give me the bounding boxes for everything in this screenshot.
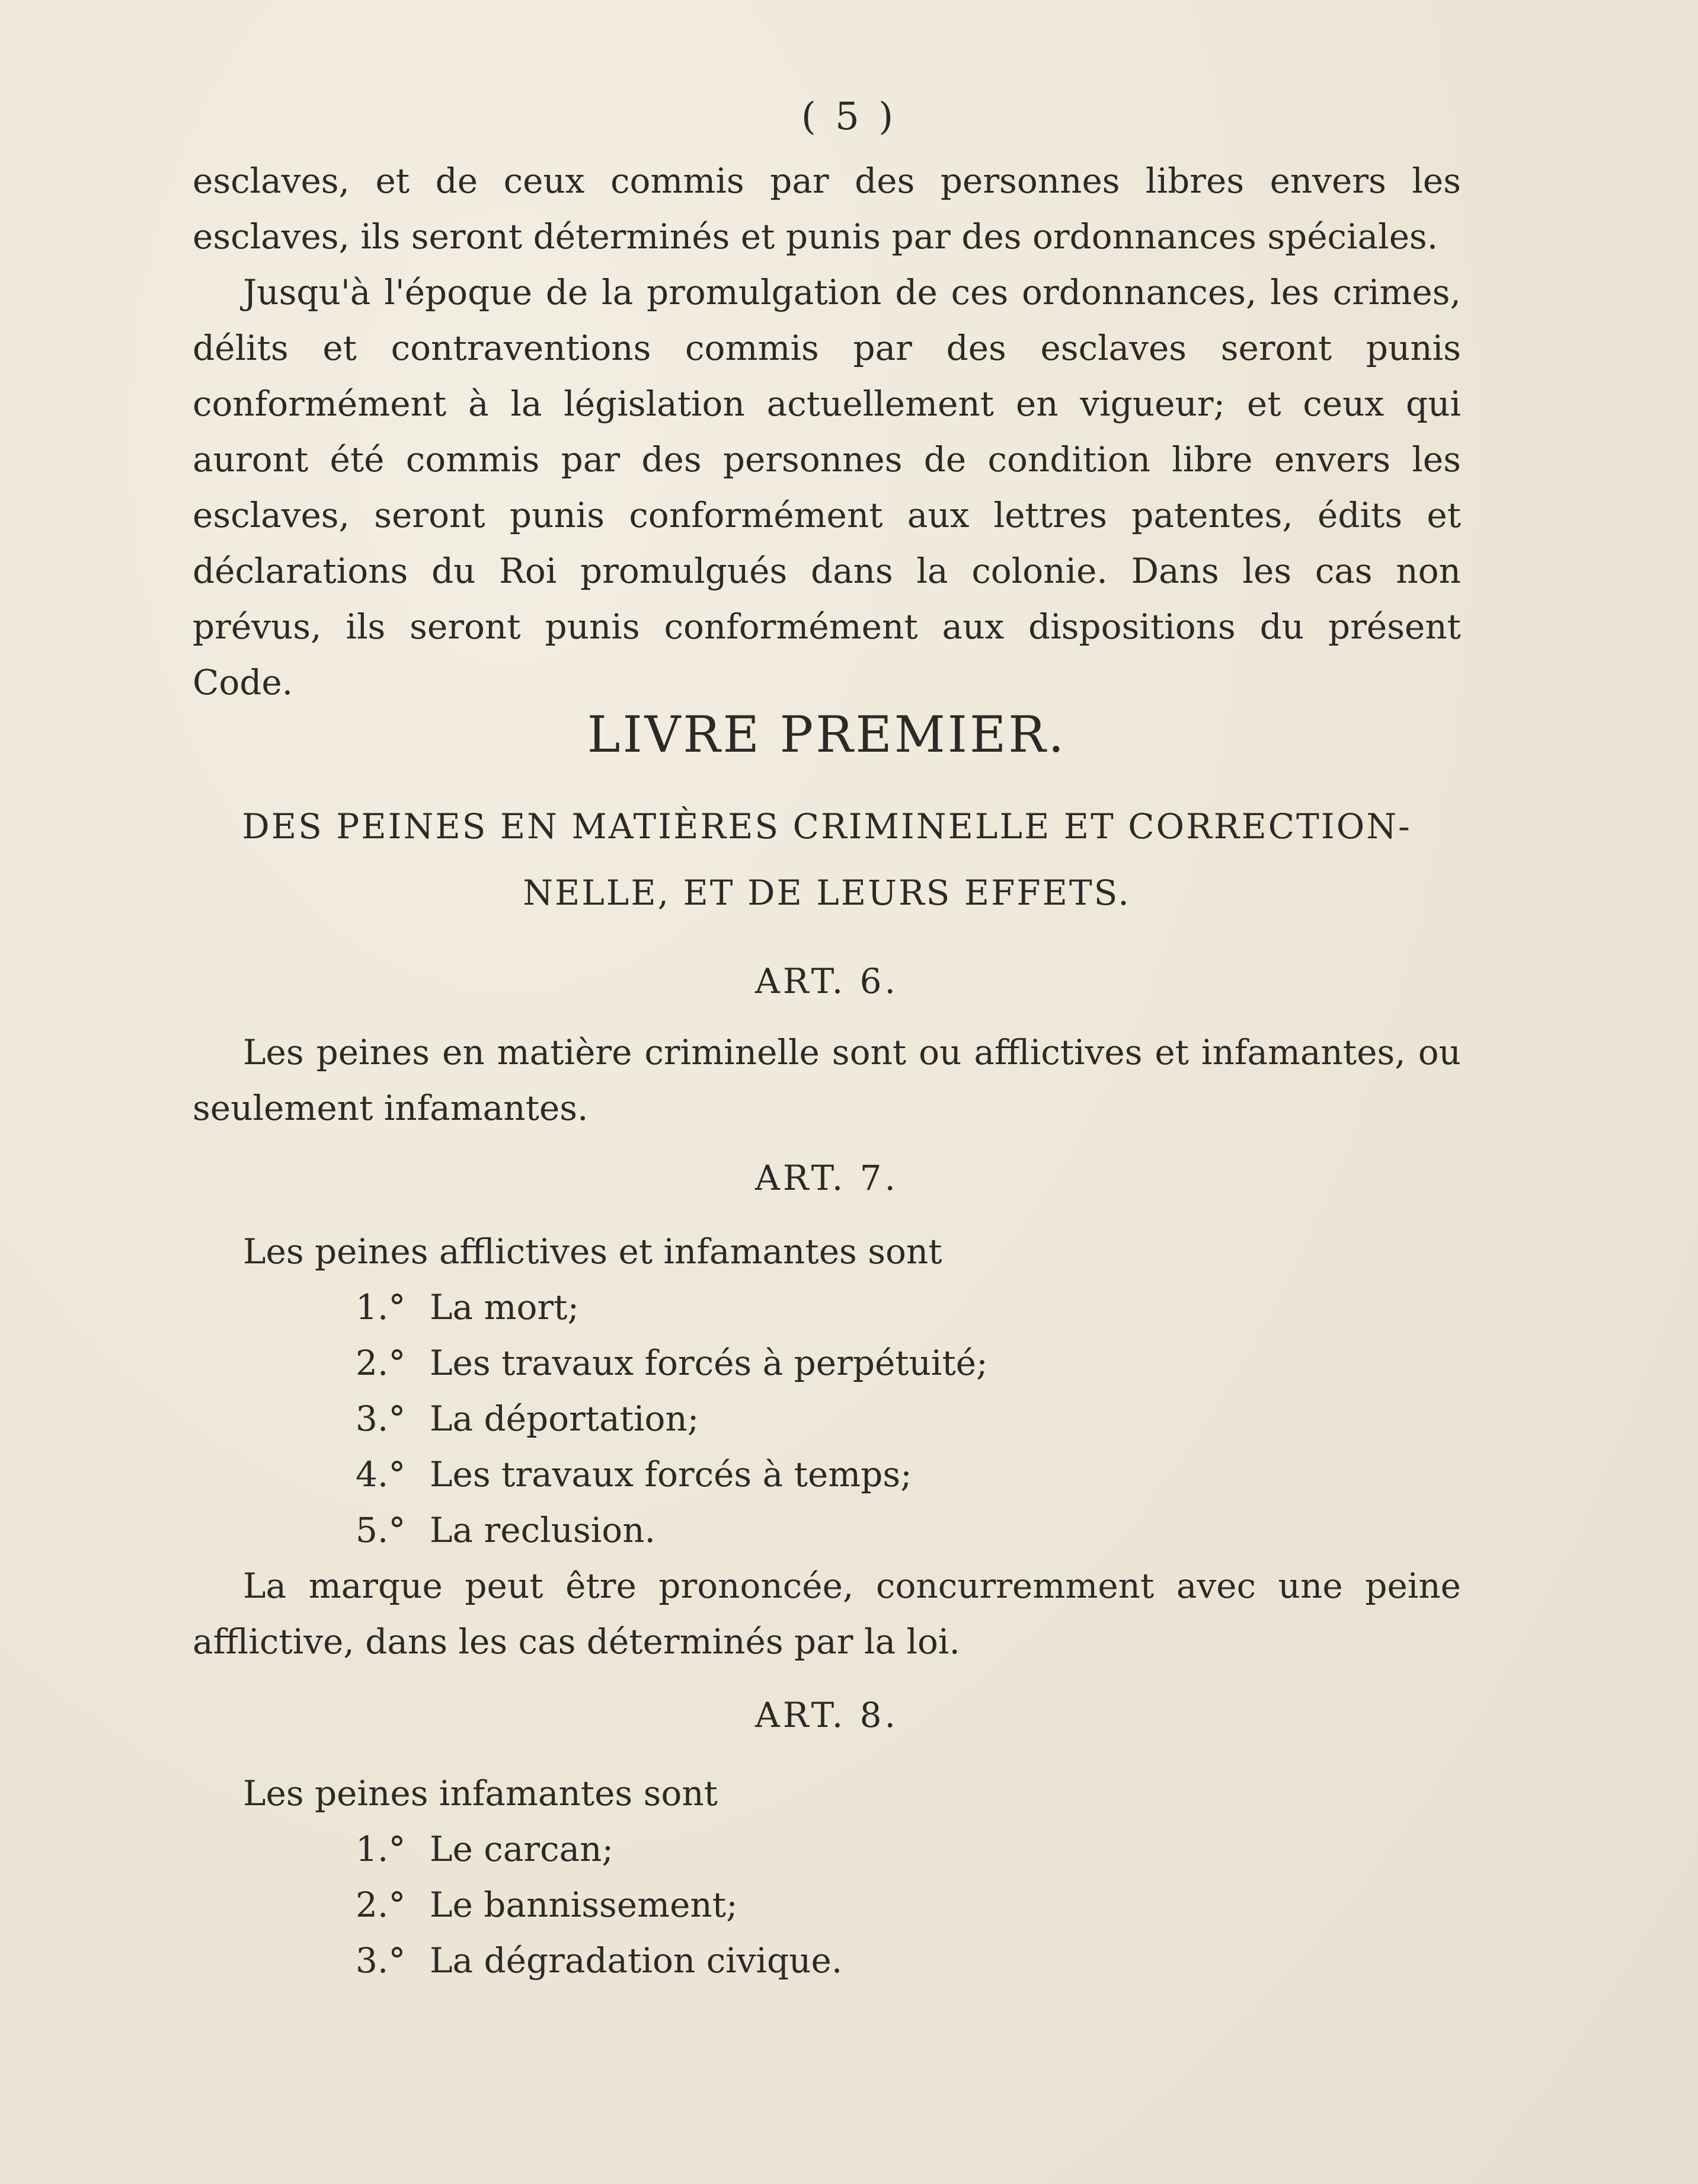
list-item xyxy=(356,1335,988,1391)
list-item xyxy=(356,1447,988,1502)
list-text: La reclusion. xyxy=(430,1510,655,1550)
article-8-list xyxy=(356,1821,842,1988)
list-item xyxy=(356,1391,988,1447)
article-7-heading: ART. 7. xyxy=(755,1158,898,1198)
article-7-intro: Les peines afflictives et infamantes sont xyxy=(243,1231,942,1272)
article-7-marque-paragraph: La marque peut être prononcée, concurremment avec une peine afflictive, dans les cas déterminés par la loi. xyxy=(193,1566,1461,1662)
list-text: Les travaux forcés à perpétuité; xyxy=(430,1343,988,1383)
article-6-text: Les peines en matière criminelle sont ou afflictives et infamantes, ou seulement infamantes. xyxy=(193,1032,1461,1128)
article-8-heading: ART. 8. xyxy=(755,1695,898,1735)
section-title-line1: DES PEINES EN MATIÈRES CRIMINELLE ET CORRECTION- xyxy=(242,806,1412,847)
list-text: Les travaux forcés à temps; xyxy=(430,1454,912,1495)
article-7-list xyxy=(356,1279,988,1558)
list-number: 5.° xyxy=(356,1510,406,1550)
list-item xyxy=(356,1502,988,1558)
article-6-heading: ART. 6. xyxy=(755,961,898,1001)
livre-title: LIVRE PREMIER. xyxy=(587,705,1067,764)
list-number: 1.° xyxy=(356,1287,406,1327)
list-item xyxy=(356,1279,988,1335)
list-number: 3.° xyxy=(356,1398,406,1439)
paragraph-promulgation: Jusqu'à l'époque de la promulgation de ces ordonnances, les crimes, délits et contraventions commis par des esclaves seront punis conformément à la législation actuellement en vigueur; et ceux qui auront été commis par des personnes de condition libre envers les esclaves, seront punis conformément aux lettres patentes, édits et déclarations du Roi promulgués dans la colonie. Dans les cas non prévus, ils seront punis conformément aux dispositions du présent Code. xyxy=(193,272,1461,703)
page-number: ( 5 ) xyxy=(801,95,897,139)
list-number: 4.° xyxy=(356,1454,406,1495)
list-text: Le bannissement; xyxy=(430,1885,738,1925)
list-text: La dégradation civique. xyxy=(430,1940,843,1981)
section-title-line2: NELLE, ET DE LEURS EFFETS. xyxy=(523,873,1131,913)
list-text: Le carcan; xyxy=(430,1829,614,1869)
list-text: La déportation; xyxy=(430,1398,699,1439)
list-number: 2.° xyxy=(356,1885,406,1925)
list-item xyxy=(356,1877,842,1933)
list-number: 2.° xyxy=(356,1343,406,1383)
list-text: La mort; xyxy=(430,1287,580,1327)
list-number: 1.° xyxy=(356,1829,406,1869)
list-item xyxy=(356,1933,842,1988)
paragraph-continuation: esclaves, et de ceux commis par des personnes libres envers les esclaves, ils seront déterminés et punis par des ordonnances spéciales. xyxy=(193,161,1461,257)
list-item xyxy=(356,1821,842,1877)
article-8-intro: Les peines infamantes sont xyxy=(243,1773,718,1813)
list-number: 3.° xyxy=(356,1940,406,1981)
